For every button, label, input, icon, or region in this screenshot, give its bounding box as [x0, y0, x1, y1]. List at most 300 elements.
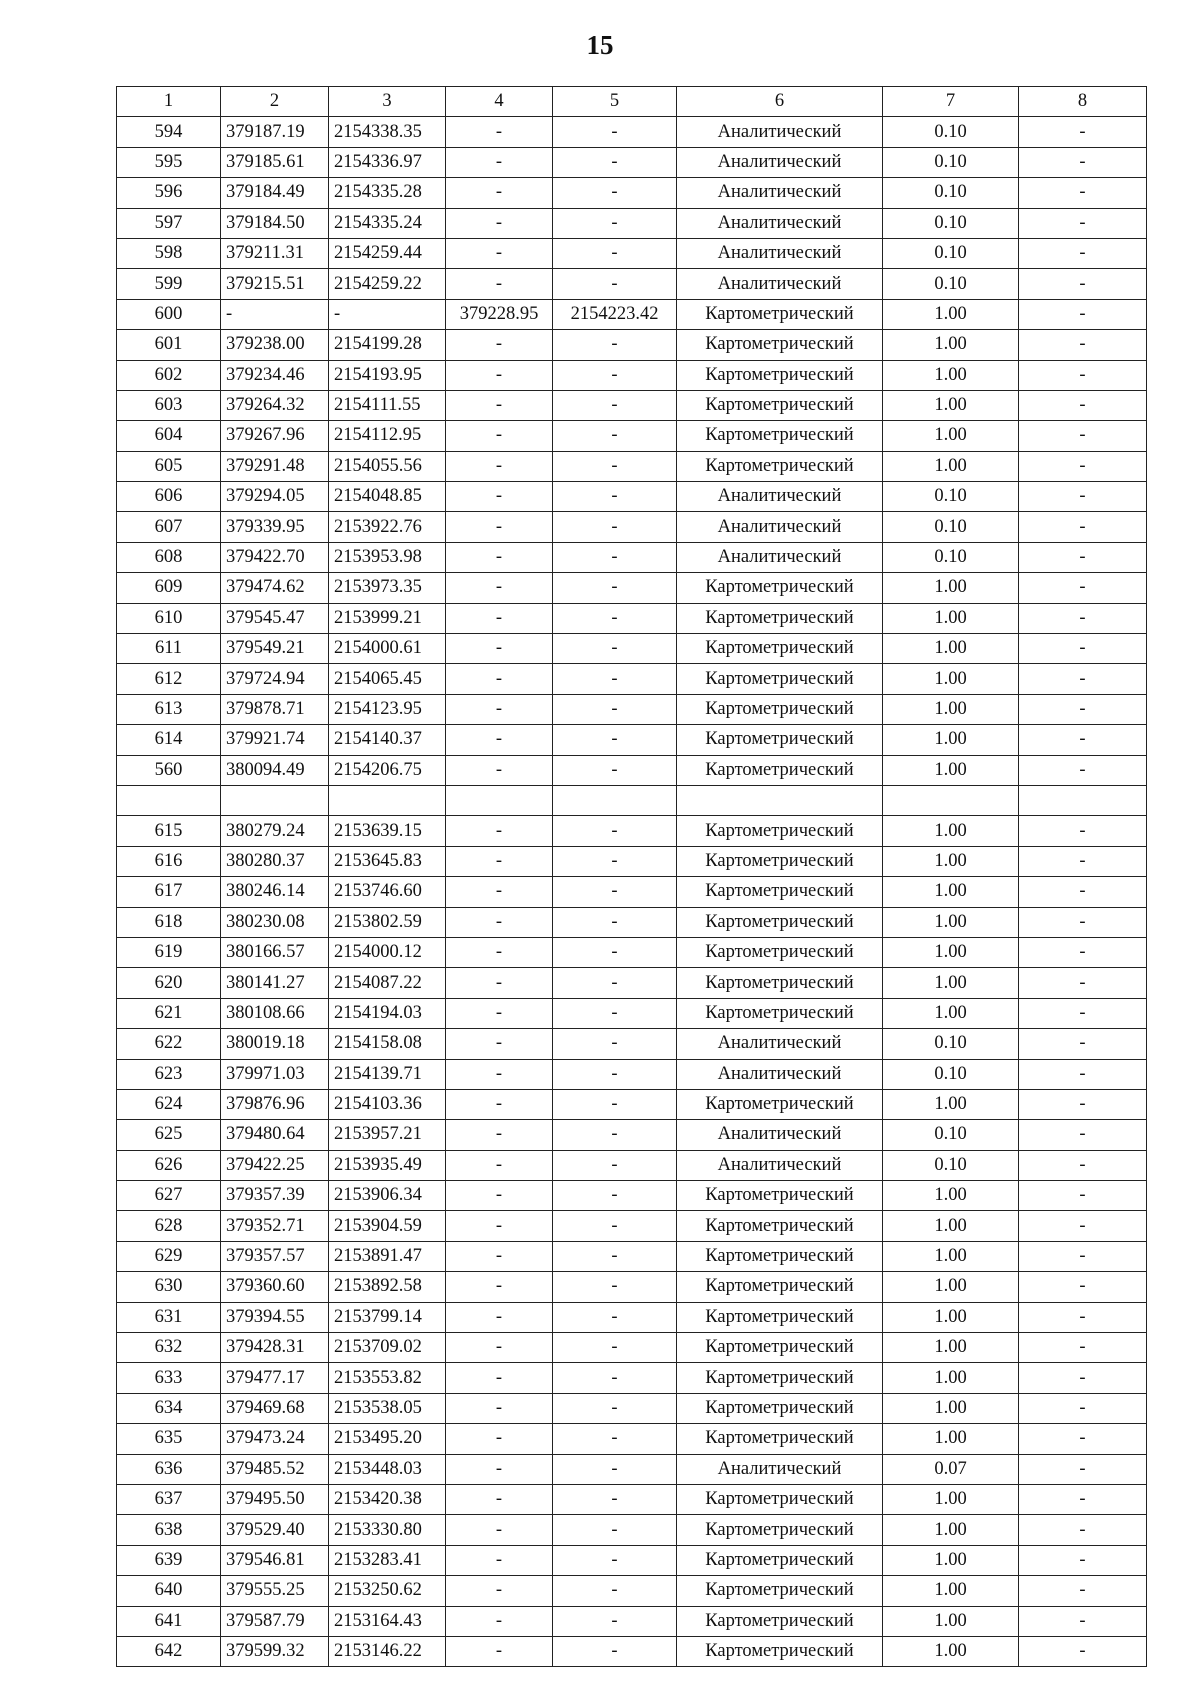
cell-x-coordinate-alt: -	[446, 634, 553, 664]
cell-y-coordinate: 2154139.71	[329, 1059, 446, 1089]
cell-y-coordinate: 2153250.62	[329, 1576, 446, 1606]
cell-accuracy	[883, 785, 1019, 815]
table-row	[117, 998, 1147, 1028]
column-header-8: 8	[1019, 87, 1147, 117]
cell-x-coordinate: 379921.74	[221, 725, 329, 755]
cell-note: -	[1019, 755, 1147, 785]
cell-y-coordinate: 2153904.59	[329, 1211, 446, 1241]
cell-y-coordinate: 2153448.03	[329, 1454, 446, 1484]
cell-y-coordinate-alt: -	[553, 451, 677, 481]
cell-y-coordinate: 2154000.12	[329, 937, 446, 967]
cell-y-coordinate: 2154335.24	[329, 208, 446, 238]
table-row	[117, 482, 1147, 512]
cell-method: Картометрический	[677, 937, 883, 967]
cell-y-coordinate: 2154158.08	[329, 1029, 446, 1059]
cell-x-coordinate: 379971.03	[221, 1059, 329, 1089]
cell-point-number: 603	[117, 390, 221, 420]
table-row	[117, 937, 1147, 967]
cell-y-coordinate: 2154140.37	[329, 725, 446, 755]
cell-x-coordinate: 379339.95	[221, 512, 329, 542]
cell-x-coordinate-alt: -	[446, 390, 553, 420]
cell-x-coordinate-alt: 379228.95	[446, 299, 553, 329]
cell-point-number: 601	[117, 330, 221, 360]
cell-x-coordinate: 379357.39	[221, 1181, 329, 1211]
cell-method: Картометрический	[677, 1636, 883, 1666]
cell-note: -	[1019, 147, 1147, 177]
cell-method: Картометрический	[677, 1545, 883, 1575]
cell-y-coordinate: 2153922.76	[329, 512, 446, 542]
table-row	[117, 1393, 1147, 1423]
cell-y-coordinate-alt: -	[553, 816, 677, 846]
table-row	[117, 1454, 1147, 1484]
cell-method: Картометрический	[677, 1363, 883, 1393]
cell-accuracy: 1.00	[883, 968, 1019, 998]
cell-accuracy: 1.00	[883, 299, 1019, 329]
table-row	[117, 1606, 1147, 1636]
cell-method: Картометрический	[677, 1333, 883, 1363]
cell-point-number: 631	[117, 1302, 221, 1332]
cell-point-number: 621	[117, 998, 221, 1028]
cell-y-coordinate: 2154103.36	[329, 1089, 446, 1119]
cell-method: Картометрический	[677, 1181, 883, 1211]
table-row	[117, 299, 1147, 329]
cell-note: -	[1019, 1211, 1147, 1241]
cell-note: -	[1019, 846, 1147, 876]
cell-y-coordinate: 2154087.22	[329, 968, 446, 998]
cell-note: -	[1019, 725, 1147, 755]
cell-point-number: 595	[117, 147, 221, 177]
cell-method: Аналитический	[677, 178, 883, 208]
cell-accuracy: 1.00	[883, 330, 1019, 360]
cell-point-number: 606	[117, 482, 221, 512]
table-row	[117, 1515, 1147, 1545]
table-row	[117, 421, 1147, 451]
cell-y-coordinate: 2153709.02	[329, 1333, 446, 1363]
cell-accuracy: 1.00	[883, 360, 1019, 390]
cell-y-coordinate-alt: -	[553, 178, 677, 208]
cell-method: Картометрический	[677, 360, 883, 390]
table-row	[117, 1576, 1147, 1606]
cell-y-coordinate: 2153746.60	[329, 877, 446, 907]
cell-note: -	[1019, 1333, 1147, 1363]
cell-accuracy: 1.00	[883, 451, 1019, 481]
cell-x-coordinate-alt: -	[446, 208, 553, 238]
cell-y-coordinate: 2154194.03	[329, 998, 446, 1028]
table-row	[117, 360, 1147, 390]
table-row	[117, 1241, 1147, 1271]
table-row	[117, 1120, 1147, 1150]
cell-accuracy: 1.00	[883, 573, 1019, 603]
table-row	[117, 1089, 1147, 1119]
cell-note: -	[1019, 1272, 1147, 1302]
cell-x-coordinate: 379184.49	[221, 178, 329, 208]
cell-x-coordinate-alt: -	[446, 937, 553, 967]
cell-y-coordinate: 2154206.75	[329, 755, 446, 785]
cell-note: -	[1019, 299, 1147, 329]
table-row	[117, 512, 1147, 542]
cell-y-coordinate-alt: -	[553, 1363, 677, 1393]
cell-x-coordinate-alt: -	[446, 1576, 553, 1606]
cell-x-coordinate-alt: -	[446, 1302, 553, 1332]
cell-method: Картометрический	[677, 1606, 883, 1636]
cell-note: -	[1019, 1363, 1147, 1393]
cell-y-coordinate: 2153420.38	[329, 1484, 446, 1514]
cell-accuracy: 1.00	[883, 1333, 1019, 1363]
cell-note: -	[1019, 573, 1147, 603]
cell-x-coordinate-alt: -	[446, 907, 553, 937]
cell-method: Картометрический	[677, 816, 883, 846]
cell-x-coordinate-alt: -	[446, 755, 553, 785]
cell-x-coordinate: 380280.37	[221, 846, 329, 876]
cell-note: -	[1019, 1393, 1147, 1423]
cell-point-number: 612	[117, 664, 221, 694]
table-row	[117, 1059, 1147, 1089]
cell-accuracy: 1.00	[883, 634, 1019, 664]
cell-accuracy: 1.00	[883, 694, 1019, 724]
cell-note: -	[1019, 1545, 1147, 1575]
cell-y-coordinate-alt: -	[553, 1181, 677, 1211]
cell-method: Аналитический	[677, 512, 883, 542]
cell-y-coordinate-alt: -	[553, 664, 677, 694]
cell-y-coordinate-alt: -	[553, 1150, 677, 1180]
table-row	[117, 238, 1147, 268]
cell-x-coordinate: 379234.46	[221, 360, 329, 390]
cell-y-coordinate: 2153935.49	[329, 1150, 446, 1180]
table-row	[117, 1363, 1147, 1393]
cell-y-coordinate	[329, 785, 446, 815]
cell-method: Картометрический	[677, 1302, 883, 1332]
cell-point-number: 627	[117, 1181, 221, 1211]
cell-accuracy: 1.00	[883, 390, 1019, 420]
cell-x-coordinate: 379555.25	[221, 1576, 329, 1606]
cell-y-coordinate: 2154259.22	[329, 269, 446, 299]
table-row	[117, 816, 1147, 846]
table-row	[117, 725, 1147, 755]
cell-y-coordinate: 2154259.44	[329, 238, 446, 268]
cell-x-coordinate-alt: -	[446, 664, 553, 694]
cell-method	[677, 785, 883, 815]
cell-note: -	[1019, 360, 1147, 390]
cell-x-coordinate-alt: -	[446, 421, 553, 451]
cell-method: Картометрический	[677, 725, 883, 755]
cell-accuracy: 0.07	[883, 1454, 1019, 1484]
cell-point-number: 613	[117, 694, 221, 724]
table-body	[117, 87, 1147, 1667]
cell-method: Аналитический	[677, 1150, 883, 1180]
cell-accuracy: 0.10	[883, 147, 1019, 177]
cell-y-coordinate-alt: -	[553, 1241, 677, 1271]
cell-y-coordinate-alt: -	[553, 330, 677, 360]
cell-accuracy: 0.10	[883, 238, 1019, 268]
cell-accuracy: 1.00	[883, 664, 1019, 694]
cell-x-coordinate-alt: -	[446, 1181, 553, 1211]
cell-accuracy: 1.00	[883, 603, 1019, 633]
cell-x-coordinate: 379485.52	[221, 1454, 329, 1484]
cell-y-coordinate-alt: -	[553, 998, 677, 1028]
cell-y-coordinate-alt: -	[553, 1576, 677, 1606]
cell-point-number: 618	[117, 907, 221, 937]
cell-point-number: 611	[117, 634, 221, 664]
cell-accuracy: 1.00	[883, 1484, 1019, 1514]
cell-point-number: 630	[117, 1272, 221, 1302]
table-row	[117, 573, 1147, 603]
cell-y-coordinate: 2153495.20	[329, 1424, 446, 1454]
cell-x-coordinate: 380246.14	[221, 877, 329, 907]
cell-x-coordinate-alt: -	[446, 603, 553, 633]
cell-x-coordinate-alt: -	[446, 1484, 553, 1514]
cell-accuracy: 0.10	[883, 1120, 1019, 1150]
cell-note: -	[1019, 1150, 1147, 1180]
table-row	[117, 1484, 1147, 1514]
cell-method: Аналитический	[677, 1029, 883, 1059]
cell-accuracy: 1.00	[883, 1515, 1019, 1545]
cell-method: Аналитический	[677, 1120, 883, 1150]
cell-y-coordinate: 2154000.61	[329, 634, 446, 664]
cell-y-coordinate-alt: -	[553, 1606, 677, 1636]
cell-x-coordinate	[221, 785, 329, 815]
cell-method: Картометрический	[677, 907, 883, 937]
cell-method: Аналитический	[677, 238, 883, 268]
cell-point-number: 641	[117, 1606, 221, 1636]
cell-note: -	[1019, 117, 1147, 147]
cell-x-coordinate: 380094.49	[221, 755, 329, 785]
cell-x-coordinate-alt	[446, 785, 553, 815]
cell-point-number: 608	[117, 542, 221, 572]
cell-x-coordinate-alt: -	[446, 512, 553, 542]
cell-y-coordinate-alt: -	[553, 390, 677, 420]
cell-accuracy: 0.10	[883, 542, 1019, 572]
cell-x-coordinate: 379211.31	[221, 238, 329, 268]
cell-accuracy: 1.00	[883, 421, 1019, 451]
table-row	[117, 1333, 1147, 1363]
cell-x-coordinate-alt: -	[446, 1029, 553, 1059]
cell-note	[1019, 785, 1147, 815]
cell-x-coordinate: 379428.31	[221, 1333, 329, 1363]
cell-x-coordinate: 379267.96	[221, 421, 329, 451]
cell-x-coordinate: 379549.21	[221, 634, 329, 664]
cell-method: Картометрический	[677, 1424, 883, 1454]
cell-note: -	[1019, 512, 1147, 542]
cell-note: -	[1019, 1606, 1147, 1636]
cell-point-number: 605	[117, 451, 221, 481]
cell-accuracy: 0.10	[883, 117, 1019, 147]
cell-accuracy: 1.00	[883, 1424, 1019, 1454]
cell-note: -	[1019, 1120, 1147, 1150]
cell-x-coordinate: 379474.62	[221, 573, 329, 603]
cell-accuracy: 1.00	[883, 1089, 1019, 1119]
cell-point-number: 638	[117, 1515, 221, 1545]
cell-x-coordinate: 380230.08	[221, 907, 329, 937]
cell-x-coordinate-alt: -	[446, 1211, 553, 1241]
table-row	[117, 1211, 1147, 1241]
cell-y-coordinate: 2154123.95	[329, 694, 446, 724]
cell-x-coordinate: 379473.24	[221, 1424, 329, 1454]
cell-note: -	[1019, 634, 1147, 664]
cell-x-coordinate: 380019.18	[221, 1029, 329, 1059]
cell-y-coordinate-alt: -	[553, 512, 677, 542]
cell-x-coordinate: 379878.71	[221, 694, 329, 724]
cell-x-coordinate: 379480.64	[221, 1120, 329, 1150]
cell-accuracy: 0.10	[883, 512, 1019, 542]
cell-accuracy: 1.00	[883, 1211, 1019, 1241]
cell-x-coordinate: 379294.05	[221, 482, 329, 512]
cell-note: -	[1019, 1181, 1147, 1211]
cell-method: Картометрический	[677, 877, 883, 907]
cell-x-coordinate-alt: -	[446, 360, 553, 390]
cell-method: Аналитический	[677, 1059, 883, 1089]
cell-x-coordinate: 379187.19	[221, 117, 329, 147]
cell-accuracy: 1.00	[883, 1241, 1019, 1271]
column-header-4: 4	[446, 87, 553, 117]
cell-method: Картометрический	[677, 634, 883, 664]
cell-method: Аналитический	[677, 208, 883, 238]
cell-y-coordinate-alt: -	[553, 1636, 677, 1666]
cell-y-coordinate-alt: -	[553, 1393, 677, 1423]
cell-x-coordinate-alt: -	[446, 451, 553, 481]
cell-x-coordinate-alt: -	[446, 1333, 553, 1363]
cell-y-coordinate-alt: -	[553, 238, 677, 268]
cell-x-coordinate: 379215.51	[221, 269, 329, 299]
table-row	[117, 1029, 1147, 1059]
cell-x-coordinate: 379546.81	[221, 1545, 329, 1575]
column-header-7: 7	[883, 87, 1019, 117]
cell-note: -	[1019, 937, 1147, 967]
cell-y-coordinate-alt: -	[553, 573, 677, 603]
cell-y-coordinate: 2153146.22	[329, 1636, 446, 1666]
cell-x-coordinate: 379352.71	[221, 1211, 329, 1241]
cell-point-number: 609	[117, 573, 221, 603]
cell-point-number: 617	[117, 877, 221, 907]
cell-x-coordinate-alt: -	[446, 573, 553, 603]
cell-note: -	[1019, 1029, 1147, 1059]
cell-method: Картометрический	[677, 998, 883, 1028]
cell-point-number: 626	[117, 1150, 221, 1180]
cell-note: -	[1019, 1059, 1147, 1089]
cell-method: Аналитический	[677, 269, 883, 299]
cell-y-coordinate-alt: -	[553, 1484, 677, 1514]
cell-y-coordinate-alt: -	[553, 1515, 677, 1545]
cell-point-number: 642	[117, 1636, 221, 1666]
cell-note: -	[1019, 208, 1147, 238]
cell-note: -	[1019, 421, 1147, 451]
cell-method: Картометрический	[677, 330, 883, 360]
cell-x-coordinate: 379360.60	[221, 1272, 329, 1302]
cell-y-coordinate-alt: -	[553, 208, 677, 238]
cell-y-coordinate: 2154055.56	[329, 451, 446, 481]
cell-y-coordinate-alt: -	[553, 846, 677, 876]
cell-note: -	[1019, 1454, 1147, 1484]
cell-note: -	[1019, 178, 1147, 208]
cell-method: Картометрический	[677, 390, 883, 420]
cell-point-number: 604	[117, 421, 221, 451]
table-row	[117, 178, 1147, 208]
table-row	[117, 755, 1147, 785]
cell-x-coordinate-alt: -	[446, 269, 553, 299]
cell-accuracy: 0.10	[883, 1150, 1019, 1180]
cell-y-coordinate-alt: -	[553, 1333, 677, 1363]
cell-accuracy: 1.00	[883, 755, 1019, 785]
table-row	[117, 390, 1147, 420]
cell-x-coordinate-alt: -	[446, 1545, 553, 1575]
cell-method: Аналитический	[677, 1454, 883, 1484]
cell-note: -	[1019, 1089, 1147, 1119]
cell-y-coordinate-alt: -	[553, 968, 677, 998]
cell-x-coordinate-alt: -	[446, 1454, 553, 1484]
cell-x-coordinate: 379587.79	[221, 1606, 329, 1636]
cell-accuracy: 1.00	[883, 1606, 1019, 1636]
cell-y-coordinate: 2154111.55	[329, 390, 446, 420]
cell-y-coordinate: 2153953.98	[329, 542, 446, 572]
cell-method: Картометрический	[677, 694, 883, 724]
cell-x-coordinate: 379545.47	[221, 603, 329, 633]
cell-point-number: 600	[117, 299, 221, 329]
page-number: 15	[586, 30, 614, 60]
cell-accuracy: 1.00	[883, 1576, 1019, 1606]
cell-y-coordinate: 2154338.35	[329, 117, 446, 147]
cell-x-coordinate-alt: -	[446, 725, 553, 755]
cell-x-coordinate-alt: -	[446, 877, 553, 907]
cell-y-coordinate-alt: -	[553, 421, 677, 451]
cell-x-coordinate-alt: -	[446, 846, 553, 876]
cell-y-coordinate-alt: -	[553, 1120, 677, 1150]
cell-method: Аналитический	[677, 147, 883, 177]
cell-note: -	[1019, 694, 1147, 724]
cell-y-coordinate-alt: -	[553, 1029, 677, 1059]
cell-x-coordinate: 379529.40	[221, 1515, 329, 1545]
cell-note: -	[1019, 1484, 1147, 1514]
cell-y-coordinate: 2153999.21	[329, 603, 446, 633]
separator-row	[117, 785, 1147, 815]
cell-point-number: 619	[117, 937, 221, 967]
table-header-row	[117, 87, 1147, 117]
cell-x-coordinate: 379422.25	[221, 1150, 329, 1180]
cell-x-coordinate: 379394.55	[221, 1302, 329, 1332]
cell-method: Картометрический	[677, 846, 883, 876]
cell-y-coordinate-alt: -	[553, 1424, 677, 1454]
cell-point-number: 629	[117, 1241, 221, 1271]
table-row	[117, 968, 1147, 998]
cell-accuracy: 1.00	[883, 937, 1019, 967]
cell-x-coordinate-alt: -	[446, 482, 553, 512]
cell-x-coordinate-alt: -	[446, 542, 553, 572]
cell-accuracy: 0.10	[883, 1029, 1019, 1059]
table-row	[117, 330, 1147, 360]
cell-x-coordinate: 379599.32	[221, 1636, 329, 1666]
cell-y-coordinate: 2153330.80	[329, 1515, 446, 1545]
cell-x-coordinate-alt: -	[446, 1393, 553, 1423]
cell-x-coordinate: 379291.48	[221, 451, 329, 481]
table-row	[117, 694, 1147, 724]
cell-note: -	[1019, 968, 1147, 998]
cell-method: Картометрический	[677, 755, 883, 785]
cell-y-coordinate: 2154065.45	[329, 664, 446, 694]
cell-y-coordinate: 2154199.28	[329, 330, 446, 360]
cell-method: Картометрический	[677, 1089, 883, 1119]
cell-point-number: 598	[117, 238, 221, 268]
cell-x-coordinate: 380108.66	[221, 998, 329, 1028]
cell-y-coordinate-alt: 2154223.42	[553, 299, 677, 329]
cell-note: -	[1019, 542, 1147, 572]
table-row	[117, 1636, 1147, 1666]
table-row	[117, 634, 1147, 664]
cell-y-coordinate-alt: -	[553, 117, 677, 147]
cell-point-number: 640	[117, 1576, 221, 1606]
cell-x-coordinate: 379422.70	[221, 542, 329, 572]
cell-method: Картометрический	[677, 1515, 883, 1545]
cell-y-coordinate-alt: -	[553, 907, 677, 937]
cell-accuracy: 1.00	[883, 877, 1019, 907]
cell-point-number: 633	[117, 1363, 221, 1393]
